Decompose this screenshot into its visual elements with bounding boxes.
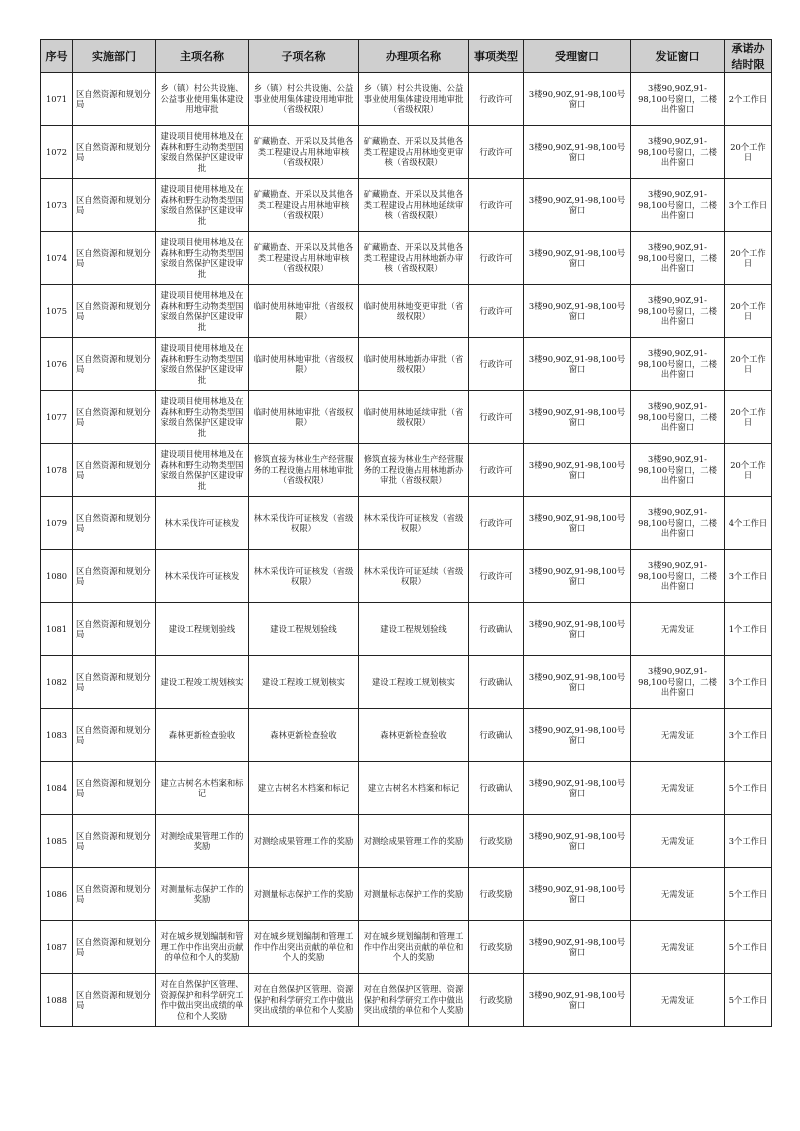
cell-cert-window: 3楼90,90Z,91-98,100号窗口，二楼出件窗口	[631, 656, 725, 709]
cell-sub-item: 矿藏勘查、开采以及其他各类工程建设占用林地审核（省级权限）	[249, 232, 359, 285]
cell-sub-item: 森林更新检查验收	[249, 709, 359, 762]
cell-cert-window: 无需发证	[631, 762, 725, 815]
header-window: 受理窗口	[524, 40, 631, 73]
cell-handling-item: 林木采伐许可证延续（省级权限）	[359, 550, 469, 603]
cell-sub-item: 乡（镇）村公共设施、公益事业使用集体建设用地审批（省级权限）	[249, 73, 359, 126]
cell-main-item: 建设项目使用林地及在森林和野生动物类型国家级自然保护区建设审批	[156, 285, 249, 338]
cell-sub-item: 对在城乡规划编制和管理工作中作出突出贡献的单位和个人的奖励	[249, 921, 359, 974]
cell-item-type: 行政许可	[469, 497, 524, 550]
cell-sub-item: 矿藏勘查、开采以及其他各类工程建设占用林地审核（省级权限）	[249, 126, 359, 179]
cell-accept-window: 3楼90,90Z,91-98,100号窗口	[524, 974, 631, 1027]
cell-dept: 区自然资源和规划分局	[73, 550, 156, 603]
cell-item-type: 行政奖励	[469, 921, 524, 974]
cell-time-limit: 20个工作日	[725, 232, 772, 285]
header-cert: 发证窗口	[631, 40, 725, 73]
cell-handling-item: 建立古树名木档案和标记	[359, 762, 469, 815]
cell-accept-window: 3楼90,90Z,91-98,100号窗口	[524, 126, 631, 179]
cell-time-limit: 20个工作日	[725, 126, 772, 179]
cell-sub-item: 临时使用林地审批（省级权限）	[249, 391, 359, 444]
cell-cert-window: 无需发证	[631, 603, 725, 656]
table-row	[41, 285, 772, 338]
cell-sub-item: 对测绘成果管理工作的奖励	[249, 815, 359, 868]
table-row	[41, 974, 772, 1027]
cell-accept-window: 3楼90,90Z,91-98,100号窗口	[524, 497, 631, 550]
cell-accept-window: 3楼90,90Z,91-98,100号窗口	[524, 709, 631, 762]
cell-handling-item: 临时使用林地延续审批（省级权限）	[359, 391, 469, 444]
cell-accept-window: 3楼90,90Z,91-98,100号窗口	[524, 656, 631, 709]
cell-item-type: 行政许可	[469, 232, 524, 285]
cell-no: 1088	[41, 974, 73, 1027]
cell-sub-item: 修筑直接为林业生产经营服务的工程设施占用林地审批（省级权限）	[249, 444, 359, 497]
header-limit: 承诺办结时限	[725, 40, 772, 73]
cell-main-item: 林木采伐许可证核发	[156, 550, 249, 603]
cell-dept: 区自然资源和规划分局	[73, 444, 156, 497]
cell-accept-window: 3楼90,90Z,91-98,100号窗口	[524, 921, 631, 974]
cell-no: 1081	[41, 603, 73, 656]
cell-sub-item: 矿藏勘查、开采以及其他各类工程建设占用林地审核（省级权限）	[249, 179, 359, 232]
cell-accept-window: 3楼90,90Z,91-98,100号窗口	[524, 815, 631, 868]
table-row	[41, 497, 772, 550]
cell-time-limit: 3个工作日	[725, 656, 772, 709]
header-dept: 实施部门	[73, 40, 156, 73]
header-item: 办理项名称	[359, 40, 469, 73]
cell-handling-item: 建设工程规划验线	[359, 603, 469, 656]
table-row	[41, 126, 772, 179]
cell-accept-window: 3楼90,90Z,91-98,100号窗口	[524, 338, 631, 391]
cell-sub-item: 林木采伐许可证核发（省级权限）	[249, 497, 359, 550]
cell-item-type: 行政奖励	[469, 974, 524, 1027]
cell-sub-item: 对测量标志保护工作的奖励	[249, 868, 359, 921]
cell-handling-item: 森林更新检查验收	[359, 709, 469, 762]
cell-dept: 区自然资源和规划分局	[73, 73, 156, 126]
cell-item-type: 行政确认	[469, 709, 524, 762]
header-row	[41, 40, 772, 73]
cell-main-item: 建设工程竣工规划核实	[156, 656, 249, 709]
cell-time-limit: 20个工作日	[725, 338, 772, 391]
cell-handling-item: 对在城乡规划编制和管理工作中作出突出贡献的单位和个人的奖励	[359, 921, 469, 974]
cell-time-limit: 5个工作日	[725, 974, 772, 1027]
table-row	[41, 656, 772, 709]
cell-time-limit: 20个工作日	[725, 444, 772, 497]
cell-handling-item: 建设工程竣工规划核实	[359, 656, 469, 709]
table-row	[41, 73, 772, 126]
cell-item-type: 行政许可	[469, 550, 524, 603]
cell-cert-window: 3楼90,90Z,91-98,100号窗口，二楼出件窗口	[631, 126, 725, 179]
cell-accept-window: 3楼90,90Z,91-98,100号窗口	[524, 868, 631, 921]
header-type: 事项类型	[469, 40, 524, 73]
table-row	[41, 232, 772, 285]
cell-item-type: 行政确认	[469, 762, 524, 815]
cell-handling-item: 对在自然保护区管理、资源保护和科学研究工作中做出突出成绩的单位和个人奖励	[359, 974, 469, 1027]
cell-no: 1072	[41, 126, 73, 179]
cell-no: 1080	[41, 550, 73, 603]
cell-sub-item: 建立古树名木档案和标记	[249, 762, 359, 815]
cell-cert-window: 3楼90,90Z,91-98,100号窗口，二楼出件窗口	[631, 338, 725, 391]
cell-cert-window: 3楼90,90Z,91-98,100号窗口，二楼出件窗口	[631, 391, 725, 444]
cell-main-item: 建立古树名木档案和标记	[156, 762, 249, 815]
cell-accept-window: 3楼90,90Z,91-98,100号窗口	[524, 285, 631, 338]
cell-main-item: 建设项目使用林地及在森林和野生动物类型国家级自然保护区建设审批	[156, 179, 249, 232]
cell-dept: 区自然资源和规划分局	[73, 974, 156, 1027]
cell-accept-window: 3楼90,90Z,91-98,100号窗口	[524, 73, 631, 126]
table-row	[41, 179, 772, 232]
cell-no: 1076	[41, 338, 73, 391]
table-row	[41, 391, 772, 444]
cell-handling-item: 矿藏勘查、开采以及其他各类工程建设占用林地延续审核（省级权限）	[359, 179, 469, 232]
table-row	[41, 603, 772, 656]
cell-time-limit: 5个工作日	[725, 868, 772, 921]
table-row	[41, 921, 772, 974]
cell-item-type: 行政许可	[469, 285, 524, 338]
cell-main-item: 森林更新检查验收	[156, 709, 249, 762]
service-items-table	[40, 39, 772, 1027]
cell-handling-item: 临时使用林地新办审批（省级权限）	[359, 338, 469, 391]
table-row	[41, 338, 772, 391]
cell-sub-item: 建设工程竣工规划核实	[249, 656, 359, 709]
cell-no: 1083	[41, 709, 73, 762]
cell-time-limit: 3个工作日	[725, 179, 772, 232]
cell-dept: 区自然资源和规划分局	[73, 285, 156, 338]
cell-cert-window: 3楼90,90Z,91-98,100号窗口，二楼出件窗口	[631, 550, 725, 603]
cell-sub-item: 对在自然保护区管理、资源保护和科学研究工作中做出突出成绩的单位和个人奖励	[249, 974, 359, 1027]
cell-handling-item: 对测量标志保护工作的奖励	[359, 868, 469, 921]
cell-cert-window: 3楼90,90Z,91-98,100号窗口，二楼出件窗口	[631, 73, 725, 126]
cell-main-item: 建设工程规划验线	[156, 603, 249, 656]
cell-dept: 区自然资源和规划分局	[73, 709, 156, 762]
cell-dept: 区自然资源和规划分局	[73, 603, 156, 656]
cell-main-item: 对测绘成果管理工作的奖励	[156, 815, 249, 868]
cell-cert-window: 3楼90,90Z,91-98,100号窗口，二楼出件窗口	[631, 232, 725, 285]
cell-dept: 区自然资源和规划分局	[73, 497, 156, 550]
cell-dept: 区自然资源和规划分局	[73, 868, 156, 921]
cell-handling-item: 乡（镇）村公共设施、公益事业使用集体建设用地审批（省级权限）	[359, 73, 469, 126]
cell-time-limit: 3个工作日	[725, 709, 772, 762]
cell-dept: 区自然资源和规划分局	[73, 179, 156, 232]
cell-dept: 区自然资源和规划分局	[73, 338, 156, 391]
cell-main-item: 建设项目使用林地及在森林和野生动物类型国家级自然保护区建设审批	[156, 444, 249, 497]
cell-time-limit: 2个工作日	[725, 73, 772, 126]
cell-no: 1075	[41, 285, 73, 338]
cell-handling-item: 矿藏勘查、开采以及其他各类工程建设占用林地新办审核（省级权限）	[359, 232, 469, 285]
cell-accept-window: 3楼90,90Z,91-98,100号窗口	[524, 762, 631, 815]
cell-main-item: 对在城乡规划编制和管理工作中作出突出贡献的单位和个人的奖励	[156, 921, 249, 974]
cell-dept: 区自然资源和规划分局	[73, 762, 156, 815]
cell-sub-item: 林木采伐许可证核发（省级权限）	[249, 550, 359, 603]
cell-handling-item: 矿藏勘查、开采以及其他各类工程建设占用林地变更审核（省级权限）	[359, 126, 469, 179]
header-sub: 子项名称	[249, 40, 359, 73]
cell-cert-window: 无需发证	[631, 815, 725, 868]
header-main: 主项名称	[156, 40, 249, 73]
cell-main-item: 建设项目使用林地及在森林和野生动物类型国家级自然保护区建设审批	[156, 126, 249, 179]
cell-accept-window: 3楼90,90Z,91-98,100号窗口	[524, 391, 631, 444]
cell-sub-item: 临时使用林地审批（省级权限）	[249, 285, 359, 338]
cell-item-type: 行政确认	[469, 603, 524, 656]
cell-handling-item: 对测绘成果管理工作的奖励	[359, 815, 469, 868]
cell-item-type: 行政许可	[469, 444, 524, 497]
cell-dept: 区自然资源和规划分局	[73, 391, 156, 444]
cell-no: 1085	[41, 815, 73, 868]
cell-time-limit: 5个工作日	[725, 921, 772, 974]
cell-cert-window: 无需发证	[631, 868, 725, 921]
cell-time-limit: 3个工作日	[725, 815, 772, 868]
cell-item-type: 行政确认	[469, 656, 524, 709]
cell-time-limit: 3个工作日	[725, 550, 772, 603]
cell-no: 1078	[41, 444, 73, 497]
cell-no: 1086	[41, 868, 73, 921]
cell-accept-window: 3楼90,90Z,91-98,100号窗口	[524, 603, 631, 656]
table-row	[41, 550, 772, 603]
table-row	[41, 762, 772, 815]
cell-dept: 区自然资源和规划分局	[73, 126, 156, 179]
header-no: 序号	[41, 40, 73, 73]
cell-main-item: 建设项目使用林地及在森林和野生动物类型国家级自然保护区建设审批	[156, 338, 249, 391]
cell-cert-window: 无需发证	[631, 709, 725, 762]
cell-main-item: 对在自然保护区管理、资源保护和科学研究工作中做出突出成绩的单位和个人奖励	[156, 974, 249, 1027]
cell-no: 1084	[41, 762, 73, 815]
cell-cert-window: 无需发证	[631, 974, 725, 1027]
table-row	[41, 868, 772, 921]
cell-main-item: 建设项目使用林地及在森林和野生动物类型国家级自然保护区建设审批	[156, 391, 249, 444]
cell-handling-item: 林木采伐许可证核发（省级权限）	[359, 497, 469, 550]
cell-no: 1071	[41, 73, 73, 126]
cell-cert-window: 3楼90,90Z,91-98,100号窗口，二楼出件窗口	[631, 444, 725, 497]
cell-item-type: 行政许可	[469, 73, 524, 126]
cell-no: 1082	[41, 656, 73, 709]
cell-no: 1079	[41, 497, 73, 550]
cell-main-item: 乡（镇）村公共设施、公益事业使用集体建设用地审批	[156, 73, 249, 126]
cell-cert-window: 无需发证	[631, 921, 725, 974]
cell-no: 1074	[41, 232, 73, 285]
cell-item-type: 行政奖励	[469, 815, 524, 868]
cell-item-type: 行政奖励	[469, 868, 524, 921]
cell-item-type: 行政许可	[469, 126, 524, 179]
cell-main-item: 对测量标志保护工作的奖励	[156, 868, 249, 921]
table-row	[41, 815, 772, 868]
cell-sub-item: 建设工程规划验线	[249, 603, 359, 656]
table-row	[41, 709, 772, 762]
table-row	[41, 444, 772, 497]
cell-main-item: 建设项目使用林地及在森林和野生动物类型国家级自然保护区建设审批	[156, 232, 249, 285]
cell-item-type: 行政许可	[469, 179, 524, 232]
cell-no: 1087	[41, 921, 73, 974]
cell-accept-window: 3楼90,90Z,91-98,100号窗口	[524, 444, 631, 497]
cell-dept: 区自然资源和规划分局	[73, 232, 156, 285]
cell-accept-window: 3楼90,90Z,91-98,100号窗口	[524, 232, 631, 285]
cell-dept: 区自然资源和规划分局	[73, 921, 156, 974]
cell-dept: 区自然资源和规划分局	[73, 656, 156, 709]
cell-dept: 区自然资源和规划分局	[73, 815, 156, 868]
cell-main-item: 林木采伐许可证核发	[156, 497, 249, 550]
cell-time-limit: 4个工作日	[725, 497, 772, 550]
cell-handling-item: 临时使用林地变更审批（省级权限）	[359, 285, 469, 338]
cell-time-limit: 5个工作日	[725, 762, 772, 815]
cell-cert-window: 3楼90,90Z,91-98,100号窗口，二楼出件窗口	[631, 497, 725, 550]
cell-time-limit: 20个工作日	[725, 285, 772, 338]
cell-accept-window: 3楼90,90Z,91-98,100号窗口	[524, 179, 631, 232]
cell-cert-window: 3楼90,90Z,91-98,100号窗口，二楼出件窗口	[631, 285, 725, 338]
cell-item-type: 行政许可	[469, 391, 524, 444]
cell-time-limit: 1个工作日	[725, 603, 772, 656]
cell-no: 1073	[41, 179, 73, 232]
cell-time-limit: 20个工作日	[725, 391, 772, 444]
cell-sub-item: 临时使用林地审批（省级权限）	[249, 338, 359, 391]
cell-accept-window: 3楼90,90Z,91-98,100号窗口	[524, 550, 631, 603]
cell-handling-item: 修筑直接为林业生产经营服务的工程设施占用林地新办审批（省级权限）	[359, 444, 469, 497]
cell-no: 1077	[41, 391, 73, 444]
cell-item-type: 行政许可	[469, 338, 524, 391]
cell-cert-window: 3楼90,90Z,91-98,100号窗口，二楼出件窗口	[631, 179, 725, 232]
